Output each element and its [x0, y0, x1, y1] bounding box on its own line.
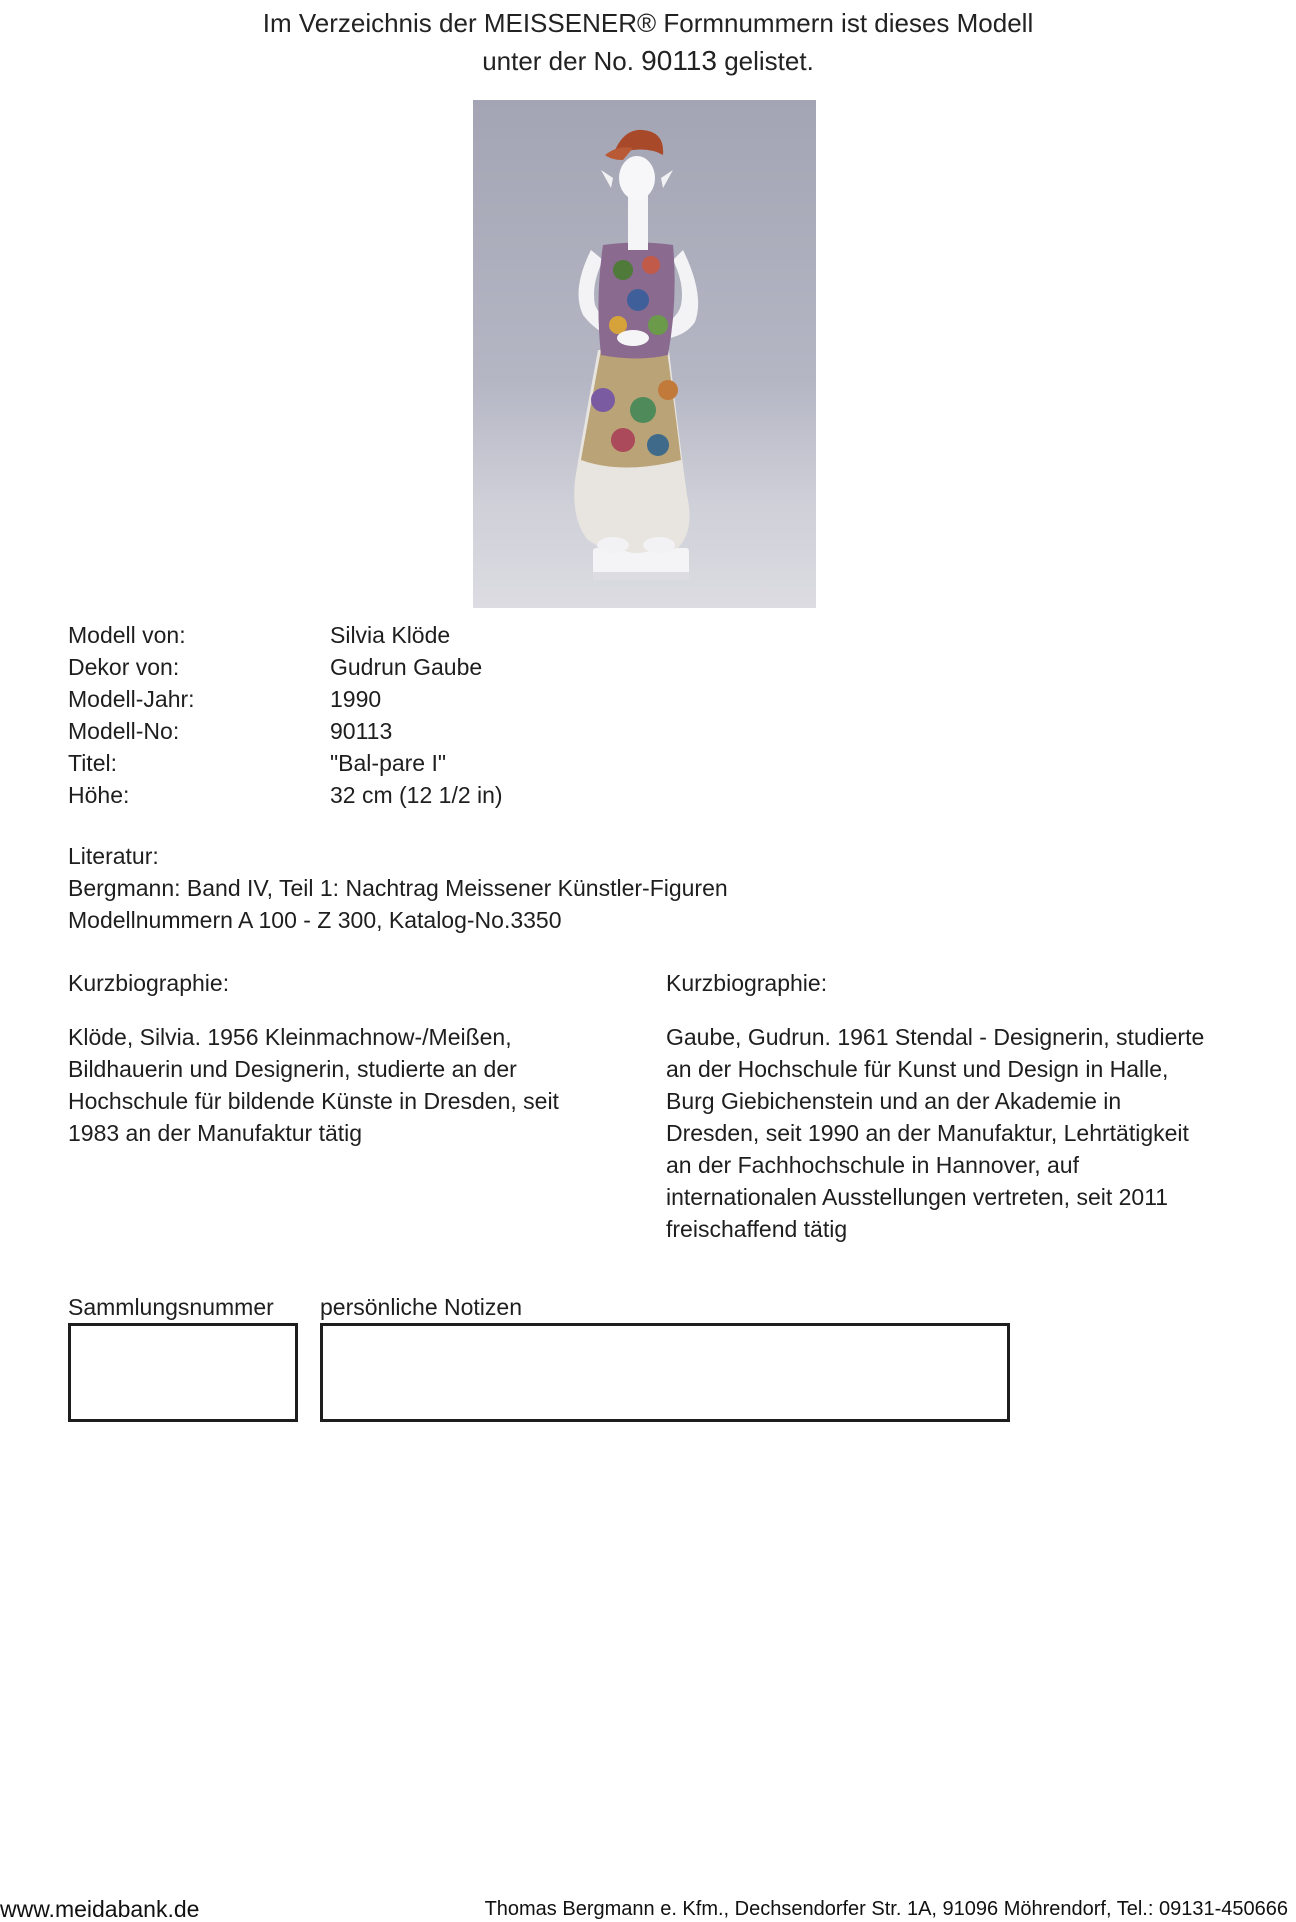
- biography-heading: Kurzbiographie:: [68, 970, 230, 996]
- detail-row-decor: [68, 651, 503, 683]
- figurine-photo: [473, 100, 816, 608]
- detail-label: Modell-No:: [68, 718, 180, 744]
- literature-line: Bergmann: Band IV, Teil 1: Nachtrag Meissener Künstler-Figuren: [68, 875, 728, 901]
- page-header: [0, 4, 1296, 80]
- detail-label: Titel:: [68, 750, 117, 776]
- biography-line: freischaffend tätig: [666, 1216, 848, 1242]
- biography-decorator: [666, 967, 1226, 1245]
- header-line-1: Im Verzeichnis der MEISSENER® Formnummern ist dieses Modell: [262, 8, 1034, 38]
- detail-row-modeller: [68, 619, 503, 651]
- detail-value: Silvia Klöde: [330, 622, 451, 648]
- header-prefix: unter der No.: [482, 46, 634, 76]
- detail-label: Modell von:: [68, 622, 186, 648]
- biography-line: an der Fachhochschule in Hannover, auf: [666, 1152, 1079, 1178]
- personal-notes-label: persönliche Notizen: [320, 1294, 523, 1320]
- detail-value: 1990: [330, 686, 382, 712]
- detail-row-title: [68, 747, 503, 779]
- biography-line: Klöde, Silvia. 1956 Kleinmachnow-/Meißen,: [68, 1024, 512, 1050]
- literature-heading: Literatur:: [68, 843, 159, 869]
- detail-row-height: [68, 779, 503, 811]
- literature-line: Modellnummern A 100 - Z 300, Katalog-No.3350: [68, 907, 562, 933]
- biography-line: Burg Giebichenstein und an der Akademie in: [666, 1088, 1122, 1114]
- detail-row-year: [68, 683, 503, 715]
- biography-line: Gaube, Gudrun. 1961 Stendal - Designerin, studierte: [666, 1024, 1205, 1050]
- footer-website[interactable]: www.meidabank.de: [0, 1896, 200, 1922]
- detail-label: Modell-Jahr:: [68, 686, 195, 712]
- collection-number-label: Sammlungsnummer: [68, 1294, 274, 1320]
- header-line-2: [0, 42, 1296, 80]
- biography-line: internationalen Ausstellungen vertreten, seit 2011: [666, 1184, 1169, 1210]
- detail-label: Höhe:: [68, 782, 130, 808]
- literature-section: [68, 840, 868, 936]
- detail-value: "Bal-pare I": [330, 750, 447, 776]
- biography-line: Hochschule für bildende Künste in Dresden, seit: [68, 1088, 559, 1114]
- biography-line: an der Hochschule für Kunst und Design in Halle,: [666, 1056, 1169, 1082]
- biography-line: Dresden, seit 1990 an der Manufaktur, Lehrtätigkeit: [666, 1120, 1189, 1146]
- model-number-highlight: 90113: [641, 45, 717, 76]
- header-suffix: gelistet.: [724, 46, 814, 76]
- model-details: [68, 619, 503, 811]
- detail-value: 90113: [330, 718, 393, 744]
- detail-label: Dekor von:: [68, 654, 180, 680]
- biography-line: 1983 an der Manufaktur tätig: [68, 1120, 363, 1146]
- biography-heading: Kurzbiographie:: [666, 970, 828, 996]
- personal-notes-field[interactable]: [320, 1323, 1010, 1422]
- biography-modeller: [68, 967, 608, 1149]
- detail-row-model-no: [68, 715, 503, 747]
- detail-value: Gudrun Gaube: [330, 654, 483, 680]
- collection-number-field[interactable]: [68, 1323, 298, 1422]
- detail-value: 32 cm (12 1/2 in): [330, 782, 503, 808]
- footer-address: Thomas Bergmann e. Kfm., Dechsendorfer Str. 1A, 91096 Möhrendorf, Tel.: 09131-450666: [484, 1898, 1288, 1920]
- biography-line: Bildhauerin und Designerin, studierte an der: [68, 1056, 517, 1082]
